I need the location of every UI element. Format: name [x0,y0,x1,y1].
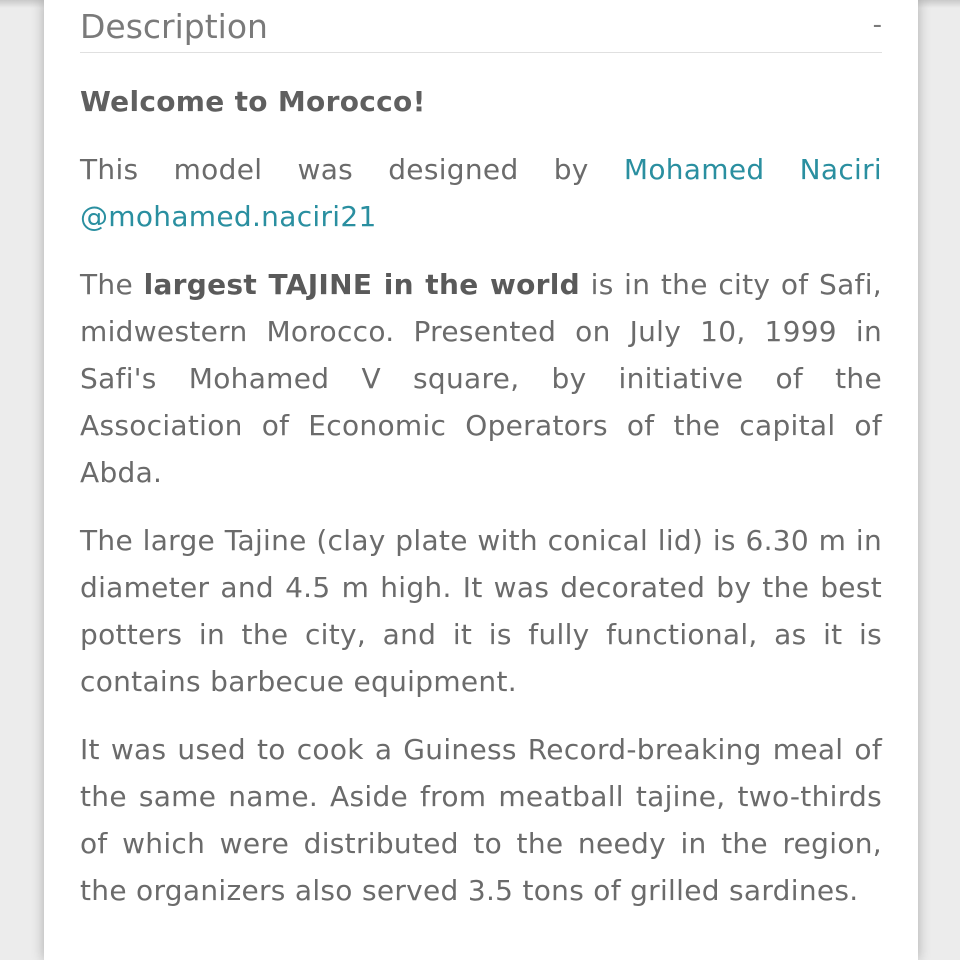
description-panel [44,0,918,960]
p2-start: The [80,268,133,301]
paragraph-record: It was used to cook a Guiness Record-breaking meal of the same name. Aside from meatball tajine, two-thirds of which were distributed to the needy in the region, the organizers also served 3.5 tons of grilled sardines. [80,733,882,907]
credit-paragraph [80,146,882,240]
collapse-icon[interactable]: - [872,10,882,40]
panel-header[interactable] [80,0,882,53]
panel-title: Description [80,7,268,46]
description-content [80,78,882,935]
p2-rest: is in the city of Safi, midwestern Morocco. Presented on July 10, 1999 in Safi's Mohamed V square, by initiative of the Association of Economic Operators of the capital of Abda. [80,268,882,489]
paragraph-dimensions: The large Tajine (clay plate with conical lid) is 6.30 m in diameter and 4.5 m high. It was decorated by the best potters in the city, and it is fully functional, as it is contains barbecue equipment. [80,524,882,698]
p2-bold: largest TAJINE in the world [143,268,581,301]
welcome-heading: Welcome to Morocco! [80,85,426,118]
designer-link[interactable]: Mohamed Naciri @mohamed.naciri21 [80,153,883,233]
paragraph-largest-tajine [80,261,882,496]
credit-prefix: This model was designed by [80,153,589,186]
